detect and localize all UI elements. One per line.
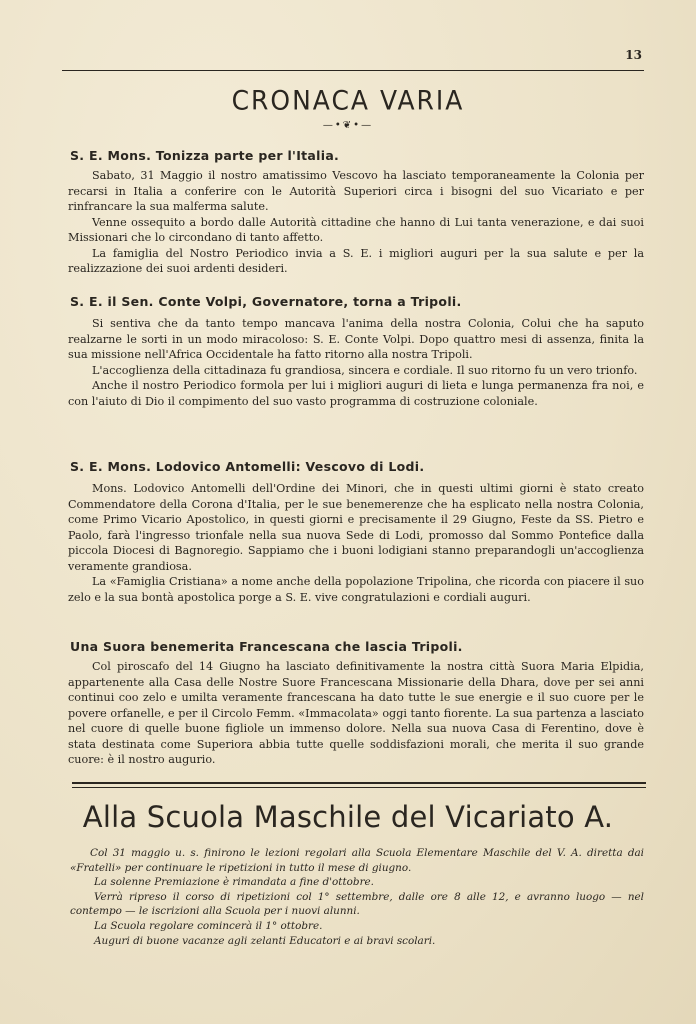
page-number: 13 bbox=[625, 48, 642, 62]
section-body-tonizza bbox=[68, 168, 644, 277]
paragraph: Mons. Lodovico Antomelli dell'Ordine dei Minori, che in questi ultimi giorni è stato creato Commendatore della Corona d'Italia, per le sue benemerenze che ha esplicato nella nostra Colonia, come Primo Vicario Apostolico, in questi giorni e precisamente il 29 Giugno, Feste da SS. Pietro e Paolo, farà l'ingresso trionfale nella sua nuova Sede di Lodi, promosso dal Sommo Pontefice dalla piccola Diocesi di Bagnoregio. Sappiamo che i buoni lodigiani stanno preparandogli un'accoglienza veramente grandiosa. bbox=[68, 482, 644, 573]
school-notice bbox=[70, 846, 644, 948]
section-body-antomelli bbox=[68, 481, 644, 605]
paragraph: La «Famiglia Cristiana» a nome anche della popolazione Tripolina, che ricorda con piacere il suo zelo e la sua bontà apostolica porge a S. E. vive congratulazioni e cordiali auguri. bbox=[68, 575, 644, 604]
section-body-suora bbox=[68, 659, 644, 768]
section-heading-tonizza: S. E. Mons. Tonizza parte per l'Italia. bbox=[70, 148, 340, 163]
paragraph: Col 31 maggio u. s. finirono le lezioni regolari alla Scuola Elementare Maschile del V. A. diretta dai «Fratelli» per continuare le ripetizioni in tutto il mese di giugno. bbox=[70, 847, 644, 874]
paragraph: La Scuola regolare comincerà il 1° ottobre. bbox=[94, 919, 323, 932]
section-heading-suora: Una Suora benemerita Francescana che lascia Tripoli. bbox=[70, 639, 463, 654]
paragraph: La famiglia del Nostro Periodico invia a S. E. i migliori auguri per la sua salute e per la realizzazione dei suoi ardenti desideri. bbox=[68, 246, 644, 275]
school-title: Alla Scuola Maschile del Vicariato A. bbox=[82, 800, 614, 834]
paragraph: La solenne Premiazione è rimandata a fine d'ottobre. bbox=[94, 876, 374, 889]
title-ornament: —•❦•— bbox=[322, 120, 374, 131]
page-title: CRONACA VARIA bbox=[231, 85, 465, 116]
section-heading-volpi: S. E. il Sen. Conte Volpi, Governatore, torna a Tripoli. bbox=[70, 294, 462, 309]
paragraph: Col piroscafo del 14 Giugno ha lasciato definitivamente la nostra città Suora Maria Elpidia, appartenente alla Casa delle Nostre Suore Francescana Missionarie della Dhara, dove per sei anni continui coo zelo e umilta veramente francescana ha dato tutte le sue energie e il suo cuore per le povere orfanelle, e per il Circolo Femm. «Immacolata» oggi tanto fiorente. La sua partenza a lasciato nel cuore di quelle buone figliole un immenso dolore. Nella sua nuova Casa di Ferentino, dove è stata destinata come Superiora abbia tutte quelle soddisfazioni morali, che merita il suo grande cuore: è il nostro augurio. bbox=[68, 660, 644, 766]
paragraph: Sabato, 31 Maggio il nostro amatissimo Vescovo ha lasciato temporaneamente la Colonia per recarsi in Italia a conferire con le Autorità Superiori circa i bisogni del suo Vicariato e per rinfrancare la sua malferma salute. bbox=[68, 169, 644, 213]
section-heading-antomelli: S. E. Mons. Lodovico Antomelli: Vescovo di Lodi. bbox=[70, 459, 425, 474]
section-divider bbox=[72, 782, 646, 784]
top-rule bbox=[62, 70, 644, 71]
paragraph: Auguri di buone vacanze agli zelanti Educatori e ai bravi scolari. bbox=[94, 934, 436, 947]
paragraph: Anche il nostro Periodico formola per lui i migliori auguri di lieta e lunga permanenza fra noi, e con l'aiuto di Dio il compimento del suo vasto programma di costruzione coloniale. bbox=[68, 379, 644, 408]
section-body-volpi bbox=[68, 316, 644, 409]
paragraph: Venne ossequito a bordo dalle Autorità cittadine che hanno di Lui tanta venerazione, e dai suoi Missionari che lo circondano di tanto affetto. bbox=[68, 215, 644, 244]
section-divider-thin bbox=[72, 787, 646, 788]
paragraph: Si sentiva che da tanto tempo mancava l'anima della nostra Colonia, Colui che ha saputo realzarne le sorti in un modo miracoloso: S. E. Conte Volpi. Dopo quattro mesi di assenza, finita la sua missione nell'Africa Occidentale ha fatto ritorno alla nostra Tripoli. bbox=[68, 317, 644, 361]
paragraph: Verrà ripreso il corso di ripetizioni col 1° settembre, dalle ore 8 alle 12, e avranno luogo — nel contempo — le iscrizioni alla Scuola per i nuovi alunni. bbox=[70, 890, 644, 918]
paragraph: L'accoglienza della cittadinaza fu grandiosa, sincera e cordiale. Il suo ritorno fu un vero trionfo. bbox=[92, 363, 638, 377]
